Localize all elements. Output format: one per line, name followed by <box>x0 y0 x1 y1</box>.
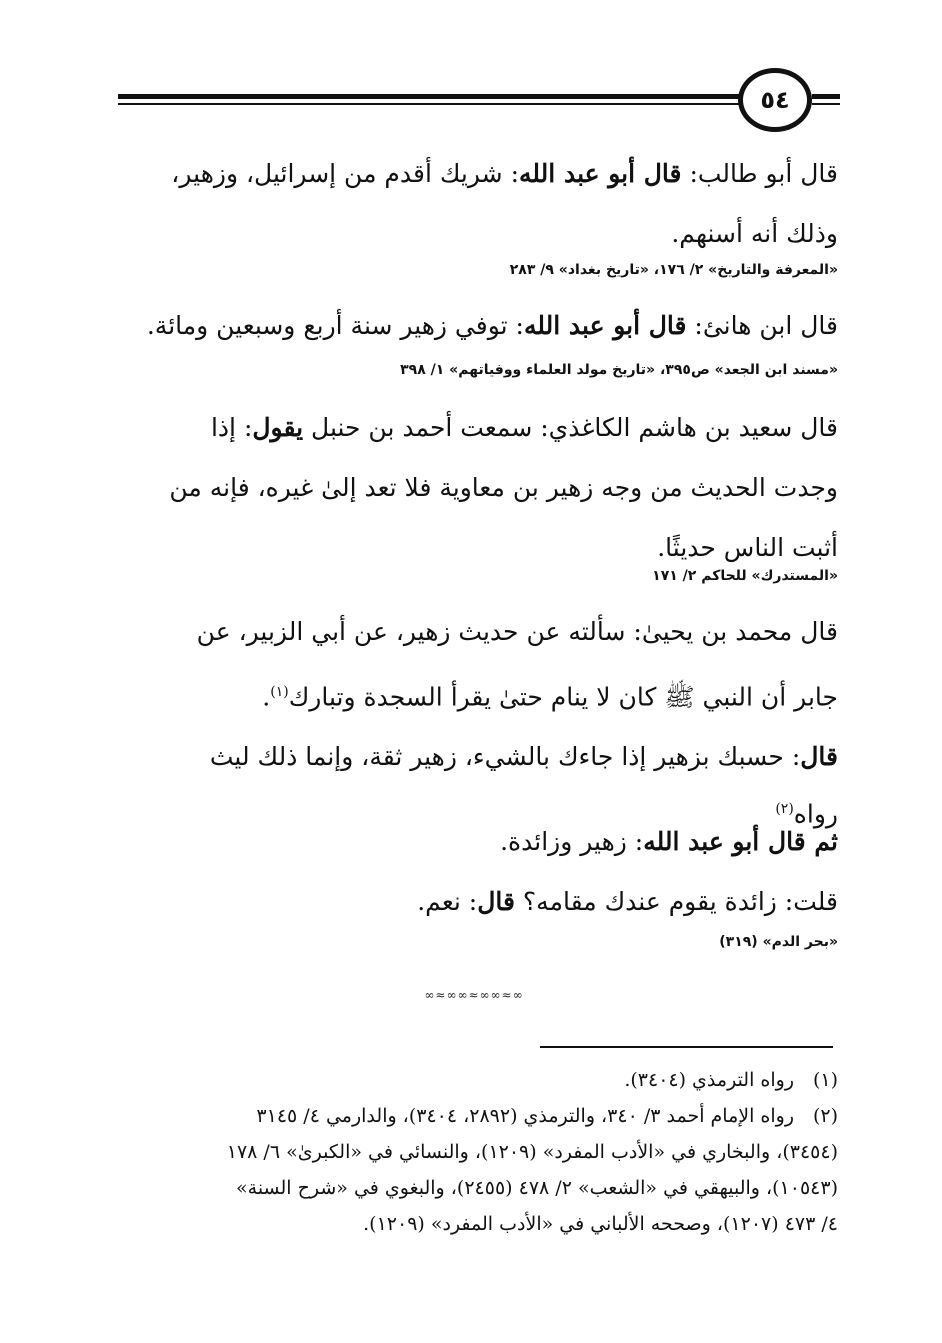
paragraph-4 <box>110 602 838 837</box>
paragraph-line: وذلك أنه أسنهم. <box>671 219 838 248</box>
source-citation-2: «مسند ابن الجعد» ص٣٩٥، «تاريخ مولد العلماء ووفياتهم» ١/ ٣٩٨ <box>400 362 838 378</box>
paragraph-1 <box>110 144 838 264</box>
source-citation-4: «بحر الدم» (٣١٩) <box>719 934 838 950</box>
paragraph-line: أثبت الناس حديثًا. <box>657 533 838 562</box>
header-rule-right-thick <box>812 94 840 99</box>
paragraph-5 <box>110 812 838 932</box>
page-number: ٥٤ <box>760 86 790 114</box>
footnote-item: (١)رواه الترمذي (٣٤٠٤). <box>108 1062 838 1098</box>
footnote-item: (٢)رواه الإمام أحمد ٣/ ٣٤٠، والترمذي (٢٨٩٢، ٣٤٠٤)، والدارمي ٤/ ٣١٤٥ (٣٤٥٤)، والبخاري في «الأدب المفرد» (١٢٠٩)، والنسائي في «الكبرىٰ» ٦/ ١٧٨ (١٠٥٤٣)، والبيهقي في «الشعب» ٢/ ٤٧٨ (٢٤٥٥)، والبغوي في «شرح السنة» ٤/ ٤٧٣ (١٢٠٧)، وصححه الألباني في «الأدب المفرد» (١٢٠٩). <box>108 1098 838 1242</box>
footnote-line: ٤/ ٤٧٣ (١٢٠٧)، وصححه الألباني في «الأدب المفرد» (١٢٠٩). <box>363 1213 838 1235</box>
paragraph-line: قال سعيد بن هاشم الكاغذي: سمعت أحمد بن حنبل يقول: إذا <box>210 413 838 442</box>
paragraph-2 <box>110 296 838 356</box>
source-citation-1: «المعرفة والتاريخ» ٢/ ١٧٦، «تاريخ بغداد» ٩/ ٢٨٣ <box>509 262 838 278</box>
paragraph-line: ثم قال أبو عبد الله: زهير وزائدة. <box>500 827 838 856</box>
paragraph-line: قال ابن هانئ: قال أبو عبد الله: توفي زهير سنة أربع وسبعين ومائة. <box>146 311 838 340</box>
footnote-separator <box>540 1046 833 1048</box>
section-ornament: ∞≈∞∞≈∞∞≈∞ <box>424 988 524 1002</box>
paragraph-line: قلت: زائدة يقوم عندك مقامه؟ قال: نعم. <box>417 887 838 916</box>
header-rule-thin <box>118 103 748 105</box>
footnotes <box>108 1062 838 1242</box>
footnote-number: (١) <box>812 1069 838 1091</box>
paragraph-line: قال أبو طالب: قال أبو عبد الله: شريك أقدم من إسرائيل، وزهير، <box>171 159 838 188</box>
footnote-line: (١٠٥٤٣)، والبيهقي في «الشعب» ٢/ ٤٧٨ (٢٤٥٥)، والبغوي في «شرح السنة» <box>236 1177 838 1199</box>
footnote-number: (٢) <box>812 1105 838 1127</box>
page-number-badge <box>738 68 812 132</box>
footnote-ref-1[interactable]: (١) <box>270 684 289 700</box>
footnote-line: (٣٤٥٤)، والبخاري في «الأدب المفرد» (١٢٠٩)، والنسائي في «الكبرىٰ» ٦/ ١٧٨ <box>226 1141 838 1163</box>
paragraph-3 <box>110 398 838 578</box>
paragraph-line: وجدت الحديث من وجه زهير بن معاوية فلا تعد إلىٰ غيره، فإنه من <box>169 473 838 502</box>
paragraph-line: رواه$^{(٢)}$ <box>775 799 838 829</box>
paragraph-line: جابر أن النبي ﷺ كان لا ينام حتىٰ يقرأ السجدة وتبارك$^{(١)}$. <box>262 682 838 712</box>
source-citation-3: «المستدرك» للحاكم ٢/ ١٧١ <box>652 568 838 584</box>
paragraph-line: قال محمد بن يحيىٰ: سألته عن حديث زهير، عن أبي الزبير، عن <box>196 617 838 646</box>
header-rule-thick <box>118 94 748 99</box>
paragraph-line: قال: حسبك بزهير إذا جاءك بالشيء، زهير ثقة، وإنما ذلك ليث <box>209 742 838 772</box>
header-rule-right-thin <box>812 103 840 105</box>
footnote-ref-2[interactable]: (٢) <box>775 801 794 818</box>
